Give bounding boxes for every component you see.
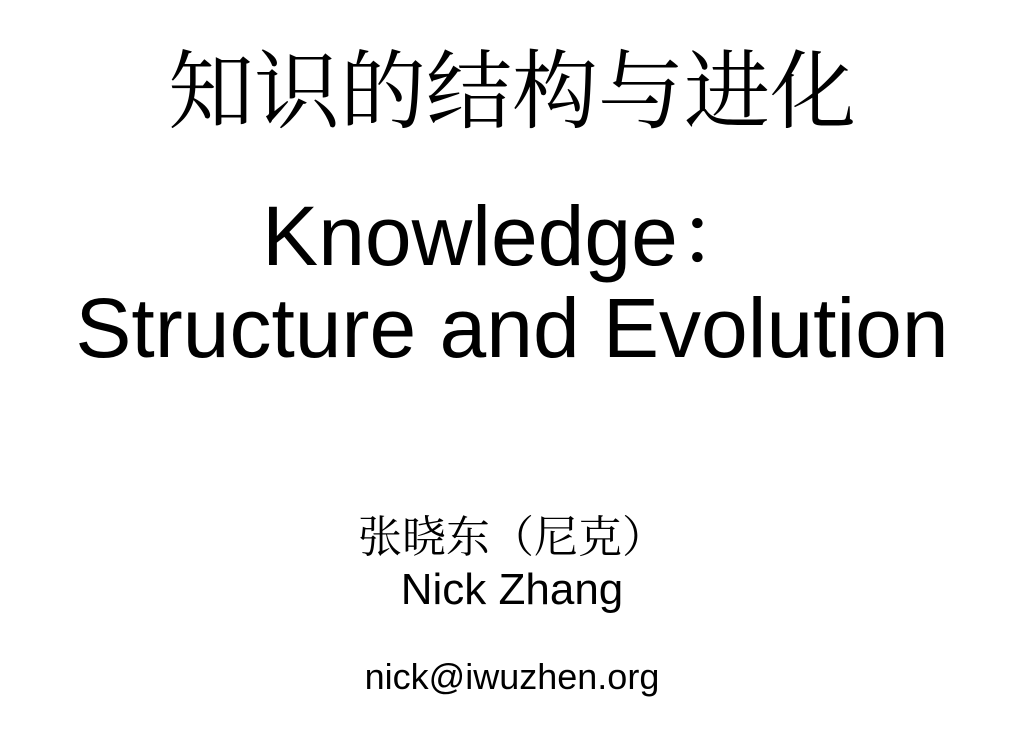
author-name-english: Nick Zhang xyxy=(400,564,624,614)
author-name-chinese: 张晓东（尼克） xyxy=(358,513,666,562)
slide-title-english-line1: Knowledge： xyxy=(262,189,762,283)
author-block xyxy=(0,512,1024,616)
email-address: nick@iwuzhen.org xyxy=(364,656,660,697)
slide-title-english-line2: Structure and Evolution xyxy=(75,281,949,376)
slide-title-english xyxy=(0,190,1024,375)
slide-title-chinese: 知识的结构与进化 xyxy=(168,44,856,140)
